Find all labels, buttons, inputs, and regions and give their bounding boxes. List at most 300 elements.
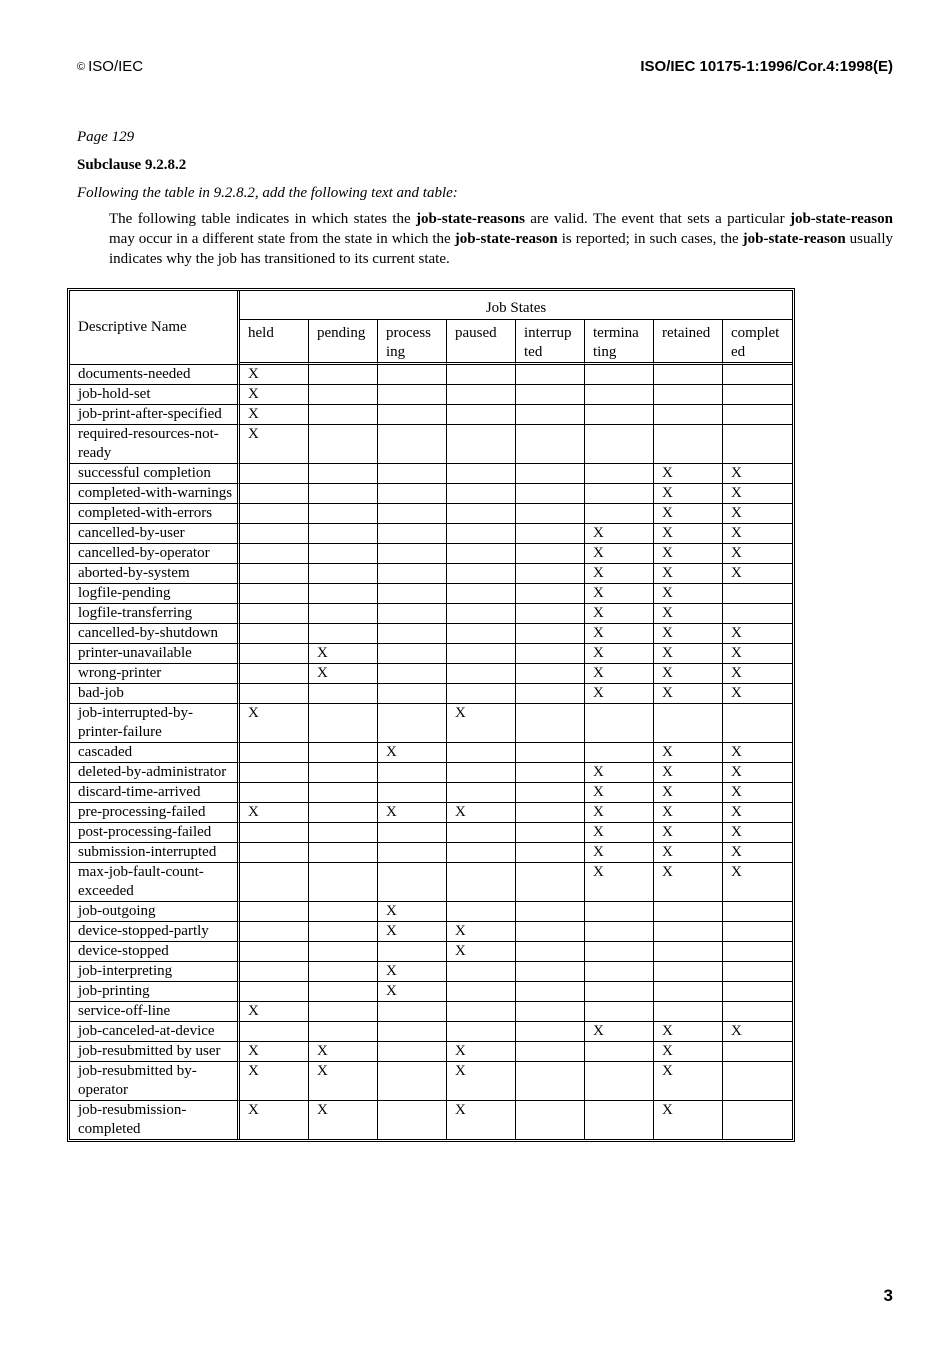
- table-row: [70, 962, 792, 982]
- reason-name: wrong-printer: [70, 664, 240, 684]
- table-row: [70, 504, 792, 524]
- reason-name: job-interrupted-by-printer-failure: [70, 704, 240, 743]
- state-cell: X: [654, 564, 723, 584]
- state-cell: X: [654, 484, 723, 504]
- state-cell: X: [585, 624, 654, 644]
- state-cell: X: [723, 624, 792, 644]
- state-cell: [516, 1002, 585, 1022]
- reason-name: job-resubmitted by-operator: [70, 1062, 240, 1101]
- state-cell: [723, 962, 792, 982]
- reason-name: job-printing: [70, 982, 240, 1002]
- table-row: [70, 1062, 792, 1101]
- state-cell: [447, 863, 516, 902]
- state-cell: [585, 1042, 654, 1062]
- state-cell: [516, 922, 585, 942]
- state-cell: [309, 922, 378, 942]
- state-cell: [378, 843, 447, 863]
- table-row: [70, 843, 792, 863]
- reason-name: job-canceled-at-device: [70, 1022, 240, 1042]
- state-cell: [447, 823, 516, 843]
- state-cell: X: [585, 524, 654, 544]
- state-cell: X: [585, 544, 654, 564]
- reason-name: submission-interrupted: [70, 843, 240, 863]
- state-cell: [309, 544, 378, 564]
- state-cell: X: [585, 664, 654, 684]
- state-cell: X: [585, 823, 654, 843]
- state-cell: [309, 564, 378, 584]
- state-cell: [516, 684, 585, 704]
- state-column-header: pending: [309, 320, 378, 365]
- reason-name: bad-job: [70, 684, 240, 704]
- state-column-header: held: [240, 320, 309, 365]
- header-left: [77, 58, 143, 75]
- state-cell: [723, 942, 792, 962]
- state-cell: [240, 564, 309, 584]
- state-cell: [309, 704, 378, 743]
- state-cell: [516, 584, 585, 604]
- state-cell: [309, 823, 378, 843]
- state-cell: X: [447, 942, 516, 962]
- reason-name: pre-processing-failed: [70, 803, 240, 823]
- state-cell: [723, 982, 792, 1002]
- state-cell: [447, 564, 516, 584]
- page-reference: Page 129: [77, 129, 135, 145]
- state-cell: [378, 783, 447, 803]
- state-cell: [240, 464, 309, 484]
- reason-name: successful completion: [70, 464, 240, 484]
- state-cell: [447, 902, 516, 922]
- state-cell: [240, 823, 309, 843]
- reason-name: required-resources-not-ready: [70, 425, 240, 464]
- state-cell: [240, 484, 309, 504]
- state-cell: [309, 962, 378, 982]
- state-cell: [378, 604, 447, 624]
- state-cell: [516, 704, 585, 743]
- table-row: [70, 524, 792, 544]
- state-cell: [447, 843, 516, 863]
- state-cell: X: [723, 564, 792, 584]
- state-cell: [516, 664, 585, 684]
- state-cell: X: [723, 524, 792, 544]
- state-cell: [240, 524, 309, 544]
- descriptive-name-header: Descriptive Name: [70, 291, 240, 365]
- state-cell: [447, 664, 516, 684]
- state-cell: [309, 524, 378, 544]
- state-cell: [378, 823, 447, 843]
- state-cell: X: [654, 1042, 723, 1062]
- reason-name: documents-needed: [70, 365, 240, 385]
- state-cell: X: [654, 823, 723, 843]
- state-cell: [447, 584, 516, 604]
- reason-name: service-off-line: [70, 1002, 240, 1022]
- state-cell: [516, 942, 585, 962]
- state-cell: X: [585, 564, 654, 584]
- state-cell: [516, 425, 585, 464]
- state-cell: X: [378, 922, 447, 942]
- state-cell: [447, 504, 516, 524]
- table-row: [70, 425, 792, 464]
- state-cell: X: [378, 803, 447, 823]
- reason-name: discard-time-arrived: [70, 783, 240, 803]
- state-cell: [240, 962, 309, 982]
- state-cell: [447, 783, 516, 803]
- table-row: [70, 484, 792, 504]
- state-cell: [585, 405, 654, 425]
- state-cell: [516, 644, 585, 664]
- state-cell: X: [240, 425, 309, 464]
- state-column-header: paused: [447, 320, 516, 365]
- state-cell: [516, 604, 585, 624]
- state-cell: X: [723, 843, 792, 863]
- state-cell: [516, 385, 585, 405]
- state-cell: [585, 743, 654, 763]
- state-cell: [447, 365, 516, 385]
- table-row: [70, 564, 792, 584]
- state-cell: [309, 504, 378, 524]
- state-cell: [723, 1101, 792, 1139]
- state-cell: [240, 743, 309, 763]
- state-cell: [378, 664, 447, 684]
- state-cell: X: [654, 1022, 723, 1042]
- reason-name: job-outgoing: [70, 902, 240, 922]
- state-cell: [240, 863, 309, 902]
- state-cell: X: [585, 783, 654, 803]
- state-cell: [378, 504, 447, 524]
- state-cell: [378, 524, 447, 544]
- state-cell: [309, 843, 378, 863]
- state-cell: [240, 584, 309, 604]
- state-cell: [723, 704, 792, 743]
- reason-name: cancelled-by-shutdown: [70, 624, 240, 644]
- table-row: [70, 902, 792, 922]
- state-cell: [378, 425, 447, 464]
- state-cell: [240, 624, 309, 644]
- state-cell: [447, 624, 516, 644]
- state-cell: [723, 922, 792, 942]
- state-cell: [309, 624, 378, 644]
- state-cell: [654, 922, 723, 942]
- state-cell: [378, 1062, 447, 1101]
- state-cell: [309, 365, 378, 385]
- state-cell: [378, 1002, 447, 1022]
- state-cell: [309, 863, 378, 902]
- state-cell: [309, 902, 378, 922]
- state-cell: X: [240, 365, 309, 385]
- table-row: [70, 803, 792, 823]
- state-cell: [585, 385, 654, 405]
- state-cell: X: [654, 763, 723, 783]
- state-cell: [447, 544, 516, 564]
- reason-name: device-stopped: [70, 942, 240, 962]
- reason-name: max-job-fault-count-exceeded: [70, 863, 240, 902]
- state-column-header: retained: [654, 320, 723, 365]
- state-cell: X: [240, 385, 309, 405]
- state-cell: [654, 962, 723, 982]
- state-cell: [309, 464, 378, 484]
- table-row: [70, 385, 792, 405]
- state-cell: X: [654, 584, 723, 604]
- state-cell: [240, 604, 309, 624]
- state-cell: X: [378, 982, 447, 1002]
- state-cell: X: [654, 803, 723, 823]
- state-cell: [585, 365, 654, 385]
- state-cell: [240, 763, 309, 783]
- state-cell: [516, 524, 585, 544]
- state-cell: [516, 743, 585, 763]
- page-number: 3: [883, 1286, 893, 1305]
- state-cell: [378, 385, 447, 405]
- state-cell: [723, 584, 792, 604]
- state-cell: [447, 405, 516, 425]
- state-cell: [378, 405, 447, 425]
- state-cell: X: [723, 863, 792, 902]
- reason-name: job-print-after-specified: [70, 405, 240, 425]
- state-cell: [309, 584, 378, 604]
- state-cell: [654, 704, 723, 743]
- table-row: [70, 1042, 792, 1062]
- state-cell: X: [447, 1101, 516, 1139]
- state-cell: X: [309, 1062, 378, 1101]
- state-cell: X: [654, 863, 723, 902]
- reason-name: post-processing-failed: [70, 823, 240, 843]
- state-cell: [654, 385, 723, 405]
- table-row: [70, 763, 792, 783]
- state-cell: [309, 405, 378, 425]
- table-row: [70, 922, 792, 942]
- state-cell: [309, 763, 378, 783]
- state-cell: X: [654, 464, 723, 484]
- state-cell: X: [723, 1022, 792, 1042]
- state-cell: [723, 1042, 792, 1062]
- reason-name: deleted-by-administrator: [70, 763, 240, 783]
- state-cell: [378, 1042, 447, 1062]
- state-cell: [516, 823, 585, 843]
- state-cell: [516, 405, 585, 425]
- state-cell: X: [723, 823, 792, 843]
- state-cell: X: [240, 704, 309, 743]
- state-cell: X: [723, 484, 792, 504]
- state-cell: [516, 902, 585, 922]
- state-column-header: interrup ted: [516, 320, 585, 365]
- table-row: [70, 464, 792, 484]
- state-cell: [240, 982, 309, 1002]
- state-cell: X: [447, 803, 516, 823]
- reason-name: device-stopped-partly: [70, 922, 240, 942]
- state-cell: [585, 704, 654, 743]
- state-cell: [516, 624, 585, 644]
- table-row: [70, 823, 792, 843]
- state-cell: [585, 902, 654, 922]
- state-cell: X: [654, 684, 723, 704]
- reason-name: aborted-by-system: [70, 564, 240, 584]
- table-row: [70, 783, 792, 803]
- state-cell: [585, 1002, 654, 1022]
- state-cell: [240, 783, 309, 803]
- state-cell: X: [447, 704, 516, 743]
- state-cell: [447, 644, 516, 664]
- table-row: [70, 1101, 792, 1139]
- state-cell: X: [309, 664, 378, 684]
- table-row: [70, 664, 792, 684]
- state-cell: [654, 425, 723, 464]
- state-cell: [585, 962, 654, 982]
- state-cell: [723, 1062, 792, 1101]
- reason-name: logfile-transferring: [70, 604, 240, 624]
- state-cell: [309, 1002, 378, 1022]
- job-states-table: [67, 288, 795, 1142]
- state-cell: [378, 464, 447, 484]
- state-cell: X: [240, 1042, 309, 1062]
- state-cell: X: [654, 644, 723, 664]
- state-cell: [585, 1101, 654, 1139]
- state-cell: [309, 982, 378, 1002]
- state-cell: X: [723, 783, 792, 803]
- state-cell: [516, 464, 585, 484]
- state-cell: X: [378, 902, 447, 922]
- state-cell: [378, 942, 447, 962]
- state-cell: [516, 1022, 585, 1042]
- state-cell: [309, 803, 378, 823]
- state-cell: X: [723, 803, 792, 823]
- state-cell: [516, 1101, 585, 1139]
- instruction-text: Following the table in 9.2.8.2, add the following text and table:: [77, 185, 458, 201]
- state-cell: X: [240, 1062, 309, 1101]
- state-cell: X: [447, 1062, 516, 1101]
- reason-name: printer-unavailable: [70, 644, 240, 664]
- state-cell: [309, 604, 378, 624]
- state-cell: X: [654, 783, 723, 803]
- header-document-id: ISO/IEC 10175-1:1996/Cor.4:1998(E): [640, 58, 893, 75]
- state-cell: [378, 1101, 447, 1139]
- table-row: [70, 624, 792, 644]
- state-cell: [378, 863, 447, 902]
- state-cell: [585, 982, 654, 1002]
- table-row: [70, 405, 792, 425]
- state-cell: X: [654, 1062, 723, 1101]
- state-cell: [585, 425, 654, 464]
- state-cell: [723, 604, 792, 624]
- state-cell: [309, 743, 378, 763]
- state-cell: [378, 564, 447, 584]
- state-cell: [516, 843, 585, 863]
- state-cell: [378, 584, 447, 604]
- state-cell: [447, 464, 516, 484]
- state-cell: [516, 1042, 585, 1062]
- state-cell: [309, 684, 378, 704]
- state-cell: [723, 902, 792, 922]
- state-cell: [309, 425, 378, 464]
- state-cell: [240, 664, 309, 684]
- state-cell: X: [654, 524, 723, 544]
- table-row: [70, 604, 792, 624]
- state-cell: [240, 504, 309, 524]
- table-row: [70, 704, 792, 743]
- reason-name: completed-with-errors: [70, 504, 240, 524]
- state-cell: X: [723, 504, 792, 524]
- state-cell: [309, 1022, 378, 1042]
- state-cell: [654, 942, 723, 962]
- state-cell: X: [585, 763, 654, 783]
- state-cell: X: [447, 1042, 516, 1062]
- state-cell: [516, 544, 585, 564]
- state-cell: X: [240, 1002, 309, 1022]
- state-cell: [654, 405, 723, 425]
- state-cell: [447, 425, 516, 464]
- state-cell: X: [723, 664, 792, 684]
- table-row: [70, 644, 792, 664]
- state-cell: X: [585, 863, 654, 902]
- state-cell: [654, 365, 723, 385]
- table-row: [70, 584, 792, 604]
- state-column-header: process ing: [378, 320, 447, 365]
- table-row: [70, 1002, 792, 1022]
- state-cell: [516, 982, 585, 1002]
- table-row: [70, 544, 792, 564]
- state-cell: [585, 464, 654, 484]
- state-cell: [309, 385, 378, 405]
- state-cell: X: [240, 803, 309, 823]
- reason-name: job-resubmitted by user: [70, 1042, 240, 1062]
- state-cell: [309, 484, 378, 504]
- subclause-heading: Subclause 9.2.8.2: [77, 157, 187, 173]
- state-cell: X: [654, 664, 723, 684]
- state-cell: [516, 564, 585, 584]
- state-cell: [447, 962, 516, 982]
- state-cell: [585, 1062, 654, 1101]
- state-cell: [378, 484, 447, 504]
- state-cell: [240, 902, 309, 922]
- state-cell: [240, 1022, 309, 1042]
- state-cell: [516, 365, 585, 385]
- state-cell: X: [585, 644, 654, 664]
- state-cell: X: [585, 684, 654, 704]
- state-cell: X: [654, 843, 723, 863]
- state-cell: [723, 405, 792, 425]
- state-cell: X: [585, 584, 654, 604]
- state-cell: [447, 604, 516, 624]
- state-cell: [654, 1002, 723, 1022]
- state-cell: [447, 1002, 516, 1022]
- state-cell: [585, 942, 654, 962]
- state-cell: [240, 684, 309, 704]
- state-cell: X: [378, 962, 447, 982]
- intro-paragraph: The following table indicates in which states the job-state-reasons are valid. The event that sets a particular job-state-reason may occur in a different state from the state in which the job-state-reason is reported; in such cases, the job-state-reason usually indicates why the job has transitioned to its current state.: [109, 211, 893, 267]
- state-cell: X: [723, 684, 792, 704]
- state-cell: [516, 504, 585, 524]
- state-cell: X: [585, 843, 654, 863]
- table-row: [70, 1022, 792, 1042]
- state-cell: [516, 863, 585, 902]
- reason-name: job-interpreting: [70, 962, 240, 982]
- state-cell: [309, 783, 378, 803]
- state-cell: [723, 425, 792, 464]
- state-cell: X: [585, 1022, 654, 1042]
- reason-name: job-hold-set: [70, 385, 240, 405]
- state-cell: [240, 843, 309, 863]
- state-cell: X: [309, 644, 378, 664]
- state-cell: X: [654, 504, 723, 524]
- state-cell: X: [309, 1042, 378, 1062]
- state-cell: [447, 982, 516, 1002]
- state-cell: [654, 982, 723, 1002]
- state-cell: [240, 942, 309, 962]
- state-cell: [378, 763, 447, 783]
- state-cell: X: [723, 644, 792, 664]
- state-cell: [516, 803, 585, 823]
- state-column-header: termina ting: [585, 320, 654, 365]
- state-cell: [447, 743, 516, 763]
- reason-name: logfile-pending: [70, 584, 240, 604]
